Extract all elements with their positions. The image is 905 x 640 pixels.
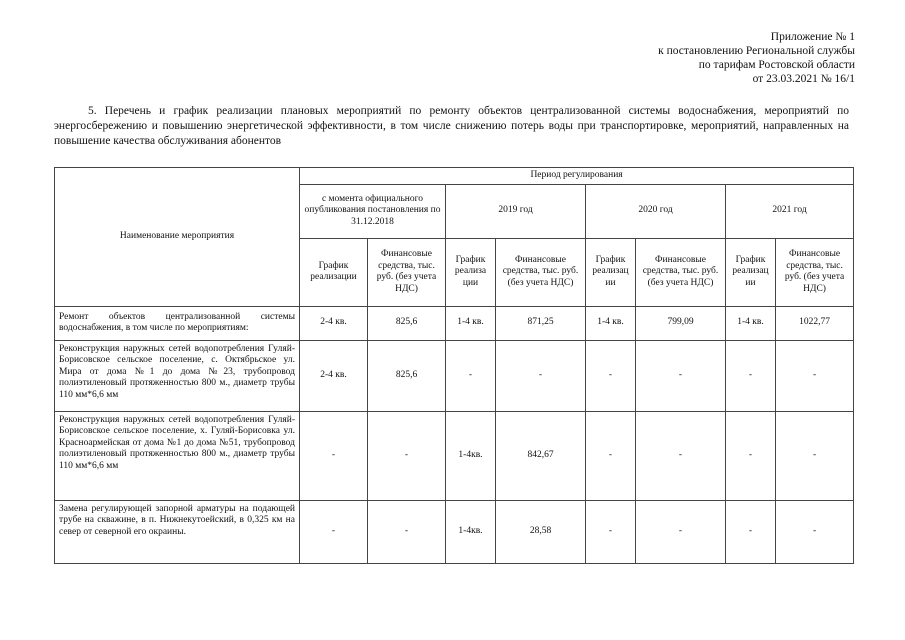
measure-name: Реконструкция наружных сетей водопотребления Гуляй-Борисовское сельское поселение, с. Октябрьское ул. Мира от дома №1 до дома №23, трубопровод полиэтиленовый протяженностью 800 м., диаметр трубы 110 мм*6,6 мм <box>55 340 300 411</box>
column-header: Финансовые средства, тыс. руб. (без учета НДС) <box>636 238 726 306</box>
table-cell: 825,6 <box>368 340 446 411</box>
table-cell: 842,67 <box>496 411 586 500</box>
table-cell: - <box>726 411 776 500</box>
column-header: Финансовые средства, тыс. руб. (без учета НДС) <box>496 238 586 306</box>
table-row <box>55 500 854 563</box>
table-cell: 28,58 <box>496 500 586 563</box>
name-header: Наименование мероприятия <box>55 168 300 307</box>
table-cell: - <box>586 340 636 411</box>
column-header: Финансовые средства, тыс. руб. (без учета НДС) <box>368 238 446 306</box>
table-cell: - <box>300 411 368 500</box>
table-cell: 1-4кв. <box>446 411 496 500</box>
appendix-line-3: по тарифам Ростовской области <box>698 59 855 71</box>
column-header: График реализации <box>300 238 368 306</box>
table-cell: 2-4 кв. <box>300 306 368 340</box>
appendix-line-4: от 23.03.2021 № 16/1 <box>752 73 855 85</box>
table-cell: - <box>446 340 496 411</box>
measure-name: Ремонт объектов централизованной системы водоснабжения, в том числе по мероприятиям: <box>55 306 300 340</box>
table-cell: 1022,77 <box>776 306 854 340</box>
table-cell: 2-4 кв. <box>300 340 368 411</box>
column-header: График реализац ии <box>586 238 636 306</box>
measures-table <box>54 167 854 564</box>
measure-name: Реконструкция наружных сетей водопотребления Гуляй-Борисовское сельское поселение, х. Гуляй-Борисовка ул. Красноармейская от дома №1 до дома №51, трубопровод полиэтиленовый протяженностью 800 м., диаметр трубы 110 мм*6,6 мм <box>55 411 300 500</box>
table-cell: 1-4 кв. <box>726 306 776 340</box>
appendix-block <box>658 30 855 86</box>
period-2018: с момента официального опубликования постановления по 31.12.2018 <box>300 184 446 238</box>
period-2021: 2021 год <box>726 184 854 238</box>
appendix-line-2: к постановлению Региональной службы <box>658 45 855 57</box>
table-cell: 1-4кв. <box>446 500 496 563</box>
period-2019: 2019 год <box>446 184 586 238</box>
table-cell: - <box>776 340 854 411</box>
table-cell: 1-4 кв. <box>586 306 636 340</box>
measure-name: Замена регулирующей запорной арматуры на подающей трубе на скважине, в п. Нижнекутоейский, в 0,325 км на север от северной его окраины. <box>55 500 300 563</box>
column-header: График реализа ции <box>446 238 496 306</box>
table-cell: - <box>726 500 776 563</box>
period-header: Период регулирования <box>300 168 854 185</box>
table-row <box>55 306 854 340</box>
table-cell: - <box>726 340 776 411</box>
table-cell: - <box>368 411 446 500</box>
table-cell: - <box>496 340 586 411</box>
table-cell: - <box>300 500 368 563</box>
table-cell: - <box>636 500 726 563</box>
table-row <box>55 340 854 411</box>
table-cell: 1-4 кв. <box>446 306 496 340</box>
table-cell: 799,09 <box>636 306 726 340</box>
table-cell: - <box>776 500 854 563</box>
table-cell: 825,6 <box>368 306 446 340</box>
table-cell: - <box>776 411 854 500</box>
column-header: Финансовые средства, тыс. руб. (без учета НДС) <box>776 238 854 306</box>
appendix-line-1: Приложение № 1 <box>770 31 855 43</box>
column-header: График реализац ии <box>726 238 776 306</box>
table-cell: - <box>368 500 446 563</box>
period-2020: 2020 год <box>586 184 726 238</box>
section-heading: 5. Перечень и график реализации плановых мероприятий по ремонту объектов централизованной системы водоснабжения, мероприятий по энергосбережению и повышению энергетической эффективности, в том числе снижению потерь воды при транспортировке, мероприятий, направленных на повышение качества обслуживания абонентов <box>54 105 849 147</box>
table-cell: - <box>586 500 636 563</box>
table-cell: - <box>636 411 726 500</box>
table-cell: 871,25 <box>496 306 586 340</box>
table-row <box>55 411 854 500</box>
table-cell: - <box>586 411 636 500</box>
table-cell: - <box>636 340 726 411</box>
